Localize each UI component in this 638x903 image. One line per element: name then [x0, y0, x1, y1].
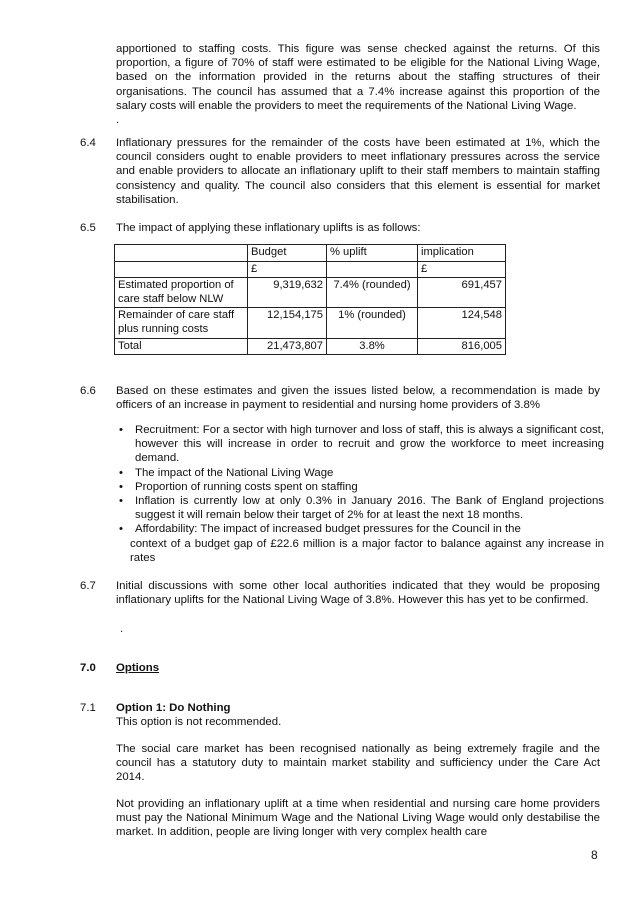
list-item-text: Inflation is currently low at only 0.3% in January 2016. The Bank of England projections suggest it will remain below their target of 2% for at least the next 18 months. [135, 495, 604, 522]
row-uplift: 1% (rounded) [327, 308, 418, 338]
row-label: Estimated proportion of care staff below NLW [115, 278, 248, 308]
row-uplift: 7.4% (rounded) [327, 278, 418, 308]
row-implication: 124,548 [418, 308, 506, 338]
page-number: 8 [591, 848, 598, 862]
bullet-icon: • [119, 480, 123, 493]
table-row-total [115, 338, 506, 355]
option-1-heading: Option 1: Do Nothing [116, 702, 231, 714]
section-number-6-4: 6.4 [80, 137, 96, 149]
row-implication: 691,457 [418, 278, 506, 308]
row-implication: 816,005 [418, 338, 506, 355]
paragraph-intro: apportioned to staffing costs. This figure was sense checked against the returns. Of this proportion, a figure of 70% of staff were estimated to be eligible for the National Living Wage, based on the information provided in the returns about the staffing structures of their organisations. The council has assumed that a 7.4% increase against this proportion of the salary costs will enable the providers to meet the requirements of the National Living Wage. [116, 43, 600, 112]
paragraph-7-1-uplift: Not providing an inflationary uplift at a time when residential and nursing care home providers must pay the National Minimum Wage and the National Living Wage would only destabilise the market. In addition, people are living longer with very complex health care [116, 798, 600, 839]
table-header-budget: Budget [248, 245, 327, 262]
table-unit-cell [115, 261, 248, 278]
row-budget: 21,473,807 [248, 338, 327, 355]
issues-bullet-list [116, 423, 604, 565]
table-header-cell [115, 245, 248, 262]
table-header-row [115, 245, 506, 262]
table-units-row [115, 261, 506, 278]
section-number-6-6: 6.6 [80, 385, 96, 397]
section-number-6-7: 6.7 [80, 580, 96, 592]
paragraph-6-6: Based on these estimates and given the issues listed below, a recommendation is made by officers of an increase in payment to residential and nursing home providers of 3.8% [116, 385, 600, 412]
list-item-continuation: context of a budget gap of £22.6 million is a major factor to balance against any increase in rates [130, 537, 604, 564]
paragraph-7-1-market: The social care market has been recognised nationally as being extremely fragile and the council has a statutory duty to maintain market stability and sufficiency under the Care Act 2014. [116, 743, 600, 784]
list-item [116, 423, 604, 466]
row-label: Remainder of care staff plus running costs [115, 308, 248, 338]
list-item-text: Proportion of running costs spent on staffing [135, 480, 358, 493]
row-budget: 9,319,632 [248, 278, 327, 308]
row-label: Total [115, 338, 248, 355]
row-budget: 12,154,175 [248, 308, 327, 338]
list-item [116, 522, 604, 536]
table-unit-implication: £ [418, 261, 506, 278]
paragraph-6-4: Inflationary pressures for the remainder of the costs have been estimated at 1%, which the council considers ought to enable providers to meet inflationary pressures across the service and enable providers to allocate an inflationary uplift to their staff members to maintain staffing consistency and quality. The council also considers that this element is essential for market stabilisation. [116, 137, 600, 206]
section-heading-options: Options [116, 662, 160, 674]
bullet-icon: • [119, 466, 123, 479]
paragraph-6-5: The impact of applying these inflationary uplifts is as follows: [116, 222, 421, 234]
list-item [116, 494, 604, 522]
bullet-icon: • [119, 424, 123, 436]
paragraph-6-7: Initial discussions with some other local authorities indicated that they would be proposing inflationary uplifts for the National Living Wage of 3.8%. However this has yet to be confirmed. [116, 580, 600, 607]
list-item-text: Recruitment: For a sector with high turnover and loss of staff, this is always a significant cost, however this will increase in order to recruit and grow the workforce to meet increasing demand. [135, 424, 604, 465]
section-number-7-1: 7.1 [80, 702, 96, 714]
bullet-icon: • [119, 495, 123, 508]
option-1-recommendation: This option is not recommended. [116, 716, 282, 728]
paragraph-6-7-dot: . [120, 623, 124, 635]
table-unit-budget: £ [248, 261, 327, 278]
bullet-icon: • [119, 523, 123, 536]
table-header-uplift: % uplift [327, 245, 418, 262]
section-number-7-0: 7.0 [80, 662, 96, 674]
list-item-text: The impact of the National Living Wage [135, 466, 334, 479]
list-item [116, 480, 604, 494]
table-row [115, 278, 506, 308]
paragraph-intro-dot: . [116, 114, 120, 126]
section-number-6-5: 6.5 [80, 222, 96, 234]
list-item-text: Affordability: The impact of increased budget pressures for the Council in the [135, 523, 521, 536]
inflation-impact-table [114, 244, 506, 355]
row-uplift: 3.8% [327, 338, 418, 355]
table-header-implication: implication [418, 245, 506, 262]
table-unit-uplift [327, 261, 418, 278]
list-item [116, 466, 604, 480]
table-row [115, 308, 506, 338]
